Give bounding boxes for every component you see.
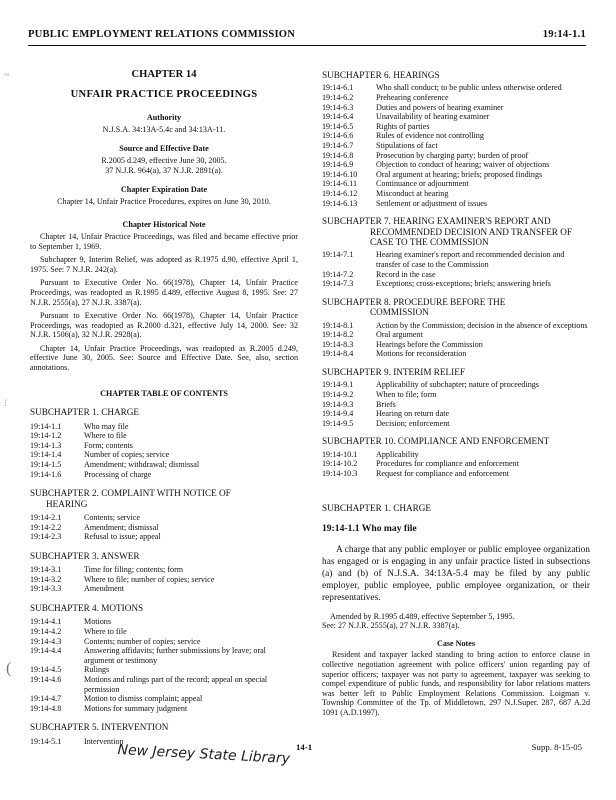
toc-entry-number: 19:14-6.13 <box>322 198 358 208</box>
toc-entry-title: Who may file <box>84 421 129 431</box>
subchapter-title: SUBCHAPTER 2. COMPLAINT WITH NOTICE OF <box>30 488 231 499</box>
toc-entry <box>30 441 298 451</box>
toc-entry-number: 19:14-8.1 <box>322 320 354 330</box>
toc-entry <box>30 431 298 441</box>
subchapter-title: SUBCHAPTER 3. ANSWER <box>30 550 140 561</box>
toc-entry <box>30 565 298 575</box>
toc-entry-number: 19:14-4.5 <box>30 665 62 675</box>
toc-entry <box>30 665 298 675</box>
toc-entry-title: Where to file <box>84 431 127 441</box>
toc-entry-title: Oral argument <box>376 330 423 340</box>
running-header <box>28 29 586 46</box>
toc-entry-number: 19:14-10.3 <box>322 468 358 478</box>
toc-entry-number: 19:14-6.11 <box>322 179 357 189</box>
toc-entry <box>322 151 590 161</box>
toc-entry-number: 19:14-7.2 <box>322 269 354 279</box>
toc-entry <box>322 83 590 93</box>
subchapter-heading <box>322 216 590 247</box>
chapter-title: UNFAIR PRACTICE PROCEEDINGS <box>70 88 258 100</box>
toc-entry-number: 19:14-1.1 <box>30 421 62 431</box>
toc-entry <box>322 390 590 400</box>
toc-entry-number: 19:14-6.12 <box>322 188 358 198</box>
toc-entry-title: Continuance or adjournment <box>376 179 469 189</box>
header-section: 19:14-1.1 <box>542 29 586 40</box>
history-paragraph: Chapter 14, Unfair Practice Proceedings, was readopted as R.2005 d.249, effective June 30, 2005. See: Source and Effective Date. See, also, section annotations. <box>30 343 298 373</box>
toc-entry <box>322 469 590 479</box>
toc-entry-title: Objection to conduct of hearing; waiver of objections <box>376 160 550 170</box>
toc-entry-title: Prosecution by charging party; burden of proof <box>376 150 529 160</box>
toc-entry-number: 19:14-9.1 <box>322 380 354 390</box>
subchapter-title: SUBCHAPTER 4. MOTIONS <box>30 603 144 613</box>
subchapter-title: SUBCHAPTER 9. INTERIM RELIEF <box>322 366 465 377</box>
toc-entry-number: 19:14-2.2 <box>30 522 62 532</box>
toc-entry-number: 19:14-6.8 <box>322 150 354 160</box>
toc-entry-title: Rules of evidence not controlling <box>376 131 484 141</box>
toc-entry-number: 19:14-4.7 <box>30 694 62 704</box>
toc-entry-title: Refusal to issue; appeal <box>84 532 161 542</box>
toc-entry <box>322 409 590 419</box>
toc-entry-number: 19:14-4.1 <box>30 617 62 627</box>
toc-entry-title: Rulings <box>84 665 110 675</box>
toc-entry <box>30 675 298 694</box>
toc-entry <box>30 627 298 637</box>
supplement-date: Supp. 8-15-05 <box>531 742 582 752</box>
toc-entry <box>322 199 590 209</box>
toc-entry-number: 19:14-3.3 <box>30 584 62 594</box>
section-text: A charge that any public employer or public employee organization has engaged or is engaging in any unfair practice listed in subsections (a) and (b) of N.J.S.A. 34:13A-5.4 may be filed by any public employer, public employee, public employee organization, or their representatives. <box>322 544 590 603</box>
toc-entry-number: 19:14-3.1 <box>30 565 62 575</box>
toc-entry-title: Prehearing conference <box>376 93 449 102</box>
toc-entry-title: Exceptions; cross-exceptions; briefs; answering briefs <box>376 279 551 289</box>
toc-entry <box>322 279 590 289</box>
toc-entry-title: Applicability <box>376 449 419 459</box>
toc-entry-number: 19:14-4.2 <box>30 627 62 636</box>
source-line-1: R.2005 d.249, effective June 30, 2005. <box>101 155 227 165</box>
toc-entry-number: 19:14-1.4 <box>30 450 62 460</box>
toc-entry-title: Applicability of subchapter; nature of proceedings <box>376 380 539 390</box>
subchapter-title: SUBCHAPTER 8. PROCEDURE BEFORE THE <box>322 296 506 307</box>
toc-entry-title: Action by the Commission; decision in the absence of exceptions <box>376 320 588 330</box>
subchapter-heading <box>322 70 590 80</box>
toc-entry-title: Record in the case <box>376 269 436 279</box>
toc-entry-number: 19:14-2.3 <box>30 532 62 542</box>
toc-entry <box>30 450 298 460</box>
toc-entry-number: 19:14-6.3 <box>322 102 354 112</box>
expiration-heading: Chapter Expiration Date <box>120 185 208 195</box>
subchapter-title: SUBCHAPTER 7. HEARING EXAMINER'S REPORT AND <box>322 216 551 227</box>
subchapter-title-continued: RECOMMENDED DECISION AND TRANSFER OF CASE TO THE COMMISSION <box>370 226 572 247</box>
toc-entry <box>30 513 298 523</box>
binding-mark: ( <box>6 660 12 677</box>
page-number: 14-1 <box>296 742 313 752</box>
toc-entry <box>30 523 298 533</box>
source-line-2: 37 N.J.R. 964(a), 37 N.J.R. 2891(a). <box>105 165 223 175</box>
toc-entry-title: Hearing on return date <box>376 409 450 419</box>
amended-see: See: 27 N.J.R. 2555(a), 27 N.J.R. 3387(a). <box>322 621 460 631</box>
case-notes-heading: Case Notes <box>437 638 475 648</box>
toc-entry-number: 19:14-7.3 <box>322 279 354 289</box>
subchapter-title: SUBCHAPTER 6. HEARINGS <box>322 70 440 80</box>
toc-entry-title: Briefs <box>376 399 396 409</box>
toc-entry-number: 19:14-4.3 <box>30 636 62 646</box>
toc-entry-number: 19:14-8.3 <box>322 339 354 349</box>
toc-entry-number: 19:14-9.4 <box>322 409 354 419</box>
toc-entry-title: Hearing examiner's report and recommended decision and transfer of case to the Commission <box>376 250 565 269</box>
toc-heading: CHAPTER TABLE OF CONTENTS <box>100 388 228 398</box>
toc-entry-title: Amendment <box>84 584 125 594</box>
toc-entry <box>30 704 298 714</box>
toc-entry <box>322 141 590 151</box>
toc-entry-number: 19:14-10.2 <box>322 459 358 469</box>
toc-entry-number: 19:14-6.9 <box>322 160 354 170</box>
toc-entry-title: Decision; enforcement <box>376 418 450 428</box>
toc-entry <box>30 422 298 432</box>
toc-entry <box>322 340 590 350</box>
toc-entry-number: 19:14-9.3 <box>322 399 354 409</box>
toc-entry-number: 19:14-10.1 <box>322 449 358 459</box>
toc-entry-title: Motions <box>84 617 111 627</box>
table-of-contents-right <box>322 70 590 478</box>
history-paragraph: Chapter 14, Unfair Practice Proceedings, was filed and became effective prior to September 1, 1969. <box>30 231 298 251</box>
subchapter-heading <box>322 297 590 318</box>
toc-entry-title: Unavailability of hearing examiner <box>376 112 490 122</box>
toc-entry-title: Where to file; number of copies; service <box>84 574 215 584</box>
toc-entry <box>322 103 590 113</box>
subchapter-heading <box>30 603 298 613</box>
toc-entry <box>322 419 590 429</box>
library-stamp: New Jersey State Library <box>117 742 291 768</box>
amended-line: Amended by R.1995 d.489, effective September 5, 1995. <box>330 611 515 621</box>
toc-entry-title: Misconduct at hearing <box>376 188 449 198</box>
toc-entry <box>322 380 590 390</box>
amended-note <box>322 612 590 631</box>
toc-entry-title: Form; contents <box>84 440 133 450</box>
toc-entry-number: 19:14-9.5 <box>322 418 354 428</box>
toc-entry-number: 19:14-1.2 <box>30 431 62 441</box>
toc-entry-number: 19:14-4.6 <box>30 674 62 684</box>
toc-entry <box>30 532 298 542</box>
expiration-text: Chapter 14, Unfair Practice Procedures, expires on June 30, 2010. <box>57 196 271 206</box>
toc-entry-number: 19:14-5.1 <box>30 736 62 746</box>
chapter-number: CHAPTER 14 <box>131 69 197 80</box>
toc-entry-number: 19:14-1.6 <box>30 469 62 479</box>
toc-entry <box>30 637 298 647</box>
toc-entry-title: Stipulations of fact <box>376 140 438 150</box>
toc-entry-title: Number of copies; service <box>84 450 170 460</box>
toc-entry <box>30 694 298 704</box>
subchapter-title-continued: COMMISSION <box>370 307 429 318</box>
toc-entry-title: Amendment; withdrawal; dismissal <box>84 460 200 470</box>
toc-entry-title: Processing of charge <box>84 469 152 479</box>
toc-entry-number: 19:14-1.3 <box>30 440 62 450</box>
history-notes <box>30 232 298 373</box>
table-of-contents-left <box>30 407 298 746</box>
history-heading: Chapter Historical Note <box>122 220 206 230</box>
scan-mark: ⁝ <box>4 398 8 409</box>
toc-entry <box>322 450 590 460</box>
toc-entry-title: Motions for reconsideration <box>376 349 467 359</box>
toc-entry <box>322 250 590 269</box>
toc-entry <box>322 400 590 410</box>
subchapter-heading <box>322 436 590 446</box>
toc-entry <box>322 131 590 141</box>
toc-entry-title: Answering affidavits; further submissions by leave; oral argument or testimony <box>84 646 266 665</box>
body-subchapter-heading: SUBCHAPTER 1. CHARGE <box>322 503 431 514</box>
toc-entry-title: Contents; number of copies; service <box>84 636 201 646</box>
toc-entry-title: Motions for summary judgment <box>84 703 188 713</box>
toc-entry-title: Oral argument at hearing; briefs; proposed findings <box>376 169 543 179</box>
toc-entry <box>322 349 590 359</box>
authority-text: N.J.S.A. 34:13A-5.4c and 34:13A-11. <box>102 124 226 134</box>
toc-entry-number: 19:14-6.6 <box>322 131 354 141</box>
toc-entry <box>322 112 590 122</box>
toc-entry-title: Amendment; dismissal <box>84 522 159 532</box>
toc-entry-number: 19:14-3.2 <box>30 574 62 584</box>
toc-entry <box>30 584 298 594</box>
right-column <box>322 60 590 722</box>
toc-entry-number: 19:14-6.2 <box>322 93 354 102</box>
authority-heading: Authority <box>146 113 182 123</box>
toc-entry-title: Motions and rulings part of the record; appeal on special permission <box>84 674 268 694</box>
toc-entry-number: 19:14-6.1 <box>322 83 354 93</box>
toc-entry-number: 19:14-9.2 <box>322 389 354 399</box>
toc-entry-title: Intervention <box>84 736 124 746</box>
history-paragraph: Subchapter 9, Interim Relief, was adopted as R.1975 d.90, effective April 1, 1975. See: 7 N.J.R. 242(a). <box>30 255 298 274</box>
subchapter-heading <box>30 722 298 732</box>
history-paragraph: Pursuant to Executive Order No. 66(1978), Chapter 14, Unfair Practice Proceedings, was readopted as R.2000 d.321, effective July 14, 2000. See: 32 N.J.R. 1506(a), 32 N.J.R. 2928(a). <box>30 311 298 340</box>
toc-entry-number: 19:14-6.7 <box>322 140 354 150</box>
toc-entry <box>322 459 590 469</box>
scan-mark: ~ <box>4 70 10 81</box>
toc-entry-number: 19:14-1.5 <box>30 460 62 470</box>
toc-entry <box>30 470 298 480</box>
toc-entry <box>322 93 590 103</box>
subchapter-title-continued: HEARING <box>46 498 88 509</box>
toc-entry-title: Who shall conduct; to be public unless otherwise ordered <box>376 83 562 93</box>
header-title: PUBLIC EMPLOYMENT RELATIONS COMMISSION <box>28 29 296 40</box>
toc-entry-title: Time for filing; contents; form <box>84 565 184 575</box>
case-notes-text: Resident and taxpayer lacked standing to bring action to enforce clause in collective negotiation agreement with police officers' union regarding pay of superior officers; taxpayer was not party to agreement, taxpayer was seeking to compel expenditure of public funds, and responsibility for labor relations matters was better left to Public Employment Relations Commission. Loigman v. Township Committee of the Tp. of Middletown, 297 N.J.Super. 287, 687 A.2d 1091 (A.D.1997). <box>322 650 590 717</box>
toc-entry <box>322 179 590 189</box>
toc-entry-title: Rights of parties <box>376 121 430 131</box>
toc-entry-number: 19:14-8.2 <box>322 330 354 340</box>
subchapter-title: SUBCHAPTER 10. COMPLIANCE AND ENFORCEMENT <box>322 436 550 447</box>
section-heading: 19:14-1.1 Who may file <box>322 523 417 535</box>
toc-entry <box>30 460 298 470</box>
subchapter-heading <box>322 367 590 377</box>
toc-entry <box>30 646 298 665</box>
toc-entry <box>30 575 298 585</box>
toc-entry <box>322 321 590 331</box>
toc-entry-title: Motion to dismiss complaint; appeal <box>84 694 203 704</box>
toc-entry-title: Where to file <box>84 627 127 636</box>
toc-entry-title: Request for compliance and enforcement <box>376 468 510 478</box>
toc-entry-number: 19:14-6.5 <box>322 121 354 131</box>
toc-entry-number: 19:14-4.4 <box>30 646 62 656</box>
toc-entry-title: Duties and powers of hearing examiner <box>376 102 504 112</box>
left-column <box>30 60 298 746</box>
toc-entry-number: 19:14-7.1 <box>322 250 354 260</box>
toc-entry <box>322 122 590 132</box>
toc-entry-number: 19:14-8.4 <box>322 349 354 359</box>
toc-entry <box>30 617 298 627</box>
toc-entry-title: Contents; service <box>84 513 140 523</box>
toc-entry-title: When to file; form <box>376 389 437 399</box>
toc-entry-title: Settlement or adjustment of issues <box>376 198 488 208</box>
toc-entry-title: Hearings before the Commission <box>376 339 483 349</box>
subchapter-title: SUBCHAPTER 5. INTERVENTION <box>30 722 169 733</box>
toc-entry-number: 19:14-6.4 <box>322 112 354 122</box>
toc-entry-number: 19:14-2.1 <box>30 513 62 523</box>
history-paragraph: Pursuant to Executive Order No. 66(1978), Chapter 14, Unfair Practice Proceedings, was readopted as R.1995 d.489, effective August 8, 1995. See: 27 N.J.R. 2555(a), 27 N.J.R. 3387(a). <box>30 278 298 307</box>
toc-entry-number: 19:14-6.10 <box>322 169 358 179</box>
subchapter-title: SUBCHAPTER 1. CHARGE <box>30 407 139 418</box>
subchapter-heading <box>30 551 298 561</box>
subchapter-heading <box>30 407 298 417</box>
toc-entry-title: Procedures for compliance and enforcement <box>376 459 519 469</box>
toc-entry <box>322 160 590 170</box>
subchapter-heading <box>30 488 298 509</box>
toc-entry <box>322 170 590 180</box>
toc-entry <box>322 270 590 280</box>
source-heading: Source and Effective Date <box>119 144 209 154</box>
toc-entry <box>322 330 590 340</box>
toc-entry <box>322 189 590 199</box>
toc-entry-number: 19:14-4.8 <box>30 703 62 713</box>
